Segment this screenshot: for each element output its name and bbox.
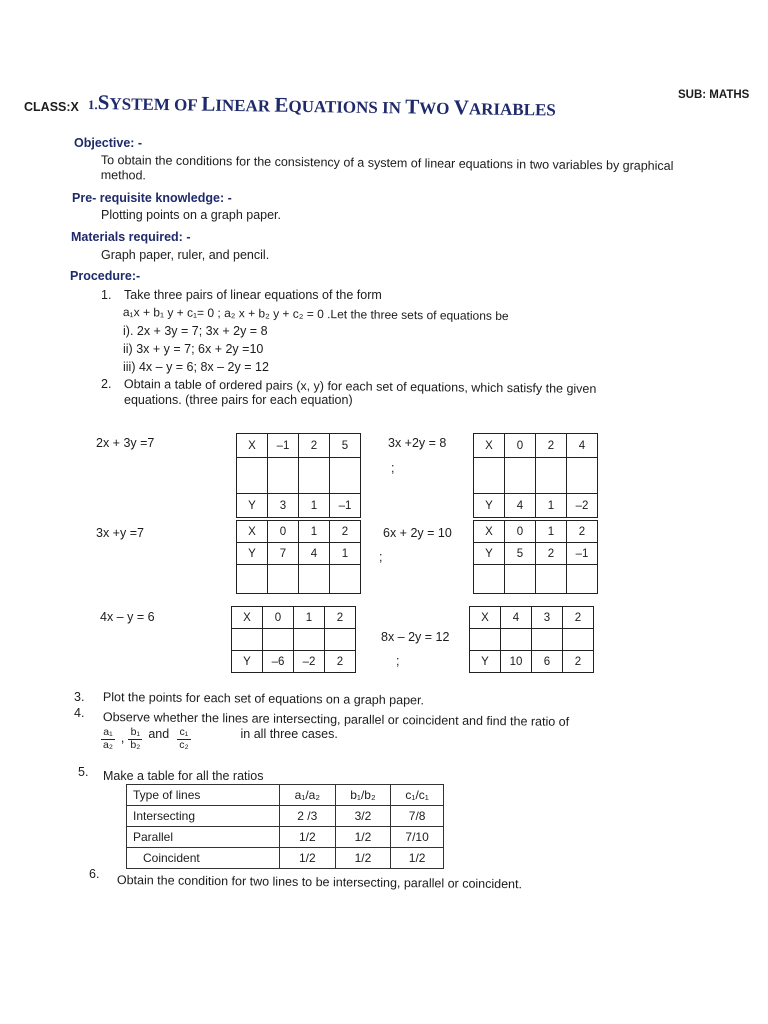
prerequisite-heading: Pre- requisite knowledge: - (72, 191, 232, 205)
table-cell: 5 (330, 434, 361, 458)
table-cell: Y (474, 543, 505, 565)
table-cell: 1/2 (335, 827, 391, 848)
table-cell (536, 565, 567, 594)
table-cell (474, 565, 505, 594)
table-cell (263, 629, 294, 651)
page-title: 1.SYSTEM OF LINEAR EQUATIONS IN TWO VARIABLES (87, 90, 556, 120)
step-3-number: 3. (74, 690, 85, 704)
general-form: a₁x + b₁ y + c₁= 0 ; a₂ x + b₂ y + c₂ = 0 .Let the three sets of equations be (122, 305, 509, 324)
table-cell: 2 (536, 543, 567, 565)
step-5-number: 5. (78, 765, 89, 779)
table-cell: 7/10 (391, 827, 444, 848)
equation-label-2: 3x +2y = 8 (388, 436, 447, 450)
table-row (470, 651, 594, 673)
table-cell: 2 (325, 651, 356, 673)
table-row (237, 521, 361, 543)
table-cell: 7 (268, 543, 299, 565)
table-cell: Y (237, 543, 268, 565)
table-row (470, 629, 594, 651)
column-header: Type of lines (127, 785, 280, 806)
table-row (474, 458, 598, 494)
table-cell: 4 (505, 494, 536, 518)
table-cell: 2 (563, 651, 594, 673)
table-cell: 1 (536, 494, 567, 518)
table-row (474, 434, 598, 458)
table-cell: Coincident (127, 848, 280, 869)
table-cell (294, 629, 325, 651)
table-cell (268, 458, 299, 494)
step-2-text-continued: equations. (three pairs for each equation) (124, 393, 353, 407)
table-cell: 0 (505, 434, 536, 458)
table-cell: 7/8 (391, 806, 444, 827)
fraction-c: $\frac{\text{c₁}}{\text{c₂}}$ (179, 726, 189, 751)
step-4-number: 4. (74, 706, 85, 720)
equation-label-3: 3x +y =7 (96, 526, 144, 540)
table-row (232, 629, 356, 651)
table-cell: 4 (299, 543, 330, 565)
table-cell: 4 (501, 607, 532, 629)
table-cell: 0 (263, 607, 294, 629)
table-cell: Y (237, 494, 268, 518)
xy-table-5 (231, 606, 356, 673)
table-cell: X (232, 607, 263, 629)
table-cell: 1/2 (391, 848, 444, 869)
prerequisite-text: Plotting points on a graph paper. (101, 208, 281, 222)
step-2-text: Obtain a table of ordered pairs (x, y) for each set of equations, which satisfy the given (123, 377, 597, 396)
table-header-row (127, 785, 444, 806)
step-1-number: 1. (101, 288, 112, 302)
objective-text: To obtain the conditions for the consistency of a system of linear equations in two variables by graphical method. (100, 153, 674, 183)
table-cell (232, 629, 263, 651)
table-cell: X (237, 434, 268, 458)
table-cell: X (474, 521, 505, 543)
table-cell: 3/2 (335, 806, 391, 827)
table-cell: –2 (294, 651, 325, 673)
table-cell (505, 458, 536, 494)
table-cell: 2 (330, 521, 361, 543)
table-cell (567, 458, 598, 494)
table-cell: 4 (567, 434, 598, 458)
equation-set-2: ii) 3x + y = 7; 6x + 2y =10 (123, 342, 264, 356)
table-row (232, 651, 356, 673)
step-4-text: Observe whether the lines are intersecting, parallel or coincident and find the ratio of (102, 710, 570, 729)
table-cell (268, 565, 299, 594)
table-cell: 6 (532, 651, 563, 673)
table-cell: 1 (536, 521, 567, 543)
table-cell: 2 (536, 434, 567, 458)
table-cell: Intersecting (127, 806, 280, 827)
objective-heading: Objective: - (74, 136, 143, 150)
step-6-text: Obtain the condition for two lines to be intersecting, parallel or coincident. (116, 873, 523, 892)
xy-table-4 (473, 520, 598, 594)
table-cell (325, 629, 356, 651)
table-row (237, 494, 361, 518)
table-row (127, 848, 444, 869)
table-cell: Y (474, 494, 505, 518)
equation-set-1: i). 2x + 3y = 7; 3x + 2y = 8 (123, 324, 268, 338)
equation-label-5: 4x – y = 6 (100, 610, 155, 624)
table-cell (501, 629, 532, 651)
table-cell (470, 629, 501, 651)
step-6-number: 6. (89, 867, 100, 881)
table-cell (330, 458, 361, 494)
step-2-number: 2. (101, 377, 112, 391)
table-cell: 2 (299, 434, 330, 458)
table-row (127, 806, 444, 827)
equation-set-3: iii) 4x – y = 6; 8x – 2y = 12 (123, 360, 269, 374)
equation-label-1: 2x + 3y =7 (96, 436, 155, 450)
table-cell (299, 565, 330, 594)
table-cell: Y (232, 651, 263, 673)
table-cell: 2 (567, 521, 598, 543)
table-cell: –1 (268, 434, 299, 458)
fraction-b: $\frac{\text{b₁}}{\text{b₂}}$ (130, 726, 141, 751)
table-cell: 2 (563, 607, 594, 629)
class-label: CLASS:X (24, 100, 79, 114)
xy-table-2 (473, 433, 598, 518)
table-row (470, 607, 594, 629)
equation-label-4: 6x + 2y = 10 (383, 526, 452, 540)
procedure-heading: Procedure:- (70, 269, 141, 283)
table-cell: 3 (268, 494, 299, 518)
table-cell: 2 (325, 607, 356, 629)
step-3-text: Plot the points for each set of equations on a graph paper. (102, 690, 425, 708)
table-cell: 1/2 (280, 827, 336, 848)
separator-semicolon: ; (391, 461, 395, 475)
table-cell: X (237, 521, 268, 543)
table-row (237, 458, 361, 494)
table-row (237, 565, 361, 594)
table-row (474, 543, 598, 565)
table-cell: 0 (268, 521, 299, 543)
ratio-table (126, 784, 444, 869)
table-row (474, 521, 598, 543)
step-1-text: Take three pairs of linear equations of the form (124, 288, 382, 302)
separator-semicolon: ; (396, 654, 400, 668)
table-cell: –6 (263, 651, 294, 673)
subject-label: SUB: MATHS (678, 89, 750, 101)
step-5-text: Make a table for all the ratios (103, 769, 264, 783)
fraction-a: $\frac{\text{a₁}}{\text{a₂}}$ (103, 726, 113, 751)
table-cell: 1 (330, 543, 361, 565)
table-cell (237, 565, 268, 594)
table-cell (237, 458, 268, 494)
column-header: c₁/c₁ (391, 785, 444, 806)
table-cell: 1 (294, 607, 325, 629)
separator-semicolon: ; (379, 550, 383, 564)
ratio-expression: $\frac{\text{a₁}}{\text{a₂}}$ , $\frac{\text{b₁}}{\text{b₂}}$ and $\frac{\text{c₁}}{\text{c₂}}$ in all three cases. (103, 726, 338, 751)
table-cell: 5 (505, 543, 536, 565)
column-header: b₁/b₂ (335, 785, 391, 806)
table-cell: 2 /3 (280, 806, 336, 827)
table-cell: 0 (505, 521, 536, 543)
table-cell (330, 565, 361, 594)
table-cell: 10 (501, 651, 532, 673)
materials-text: Graph paper, ruler, and pencil. (101, 248, 270, 262)
table-cell (536, 458, 567, 494)
table-cell: Parallel (127, 827, 280, 848)
table-cell (563, 629, 594, 651)
table-row (237, 434, 361, 458)
materials-heading: Materials required: - (71, 230, 191, 244)
table-cell (532, 629, 563, 651)
table-cell (505, 565, 536, 594)
table-cell: X (470, 607, 501, 629)
table-row (127, 827, 444, 848)
table-cell (567, 565, 598, 594)
xy-table-1 (236, 433, 361, 518)
table-cell: 3 (532, 607, 563, 629)
table-cell: Y (470, 651, 501, 673)
table-row (237, 543, 361, 565)
table-cell: 1/2 (280, 848, 336, 869)
table-cell: –1 (567, 543, 598, 565)
xy-table-6 (469, 606, 594, 673)
xy-table-3 (236, 520, 361, 594)
table-row (474, 565, 598, 594)
table-cell (299, 458, 330, 494)
table-cell: –1 (330, 494, 361, 518)
table-row (232, 607, 356, 629)
table-cell: 1 (299, 521, 330, 543)
title-number: 1. (87, 97, 98, 113)
table-row (474, 494, 598, 518)
table-cell (474, 458, 505, 494)
table-cell: 1 (299, 494, 330, 518)
table-cell: X (474, 434, 505, 458)
equation-label-6: 8x – 2y = 12 (381, 630, 450, 644)
table-cell: 1/2 (335, 848, 391, 869)
column-header: a₁/a₂ (280, 785, 336, 806)
table-cell: –2 (567, 494, 598, 518)
